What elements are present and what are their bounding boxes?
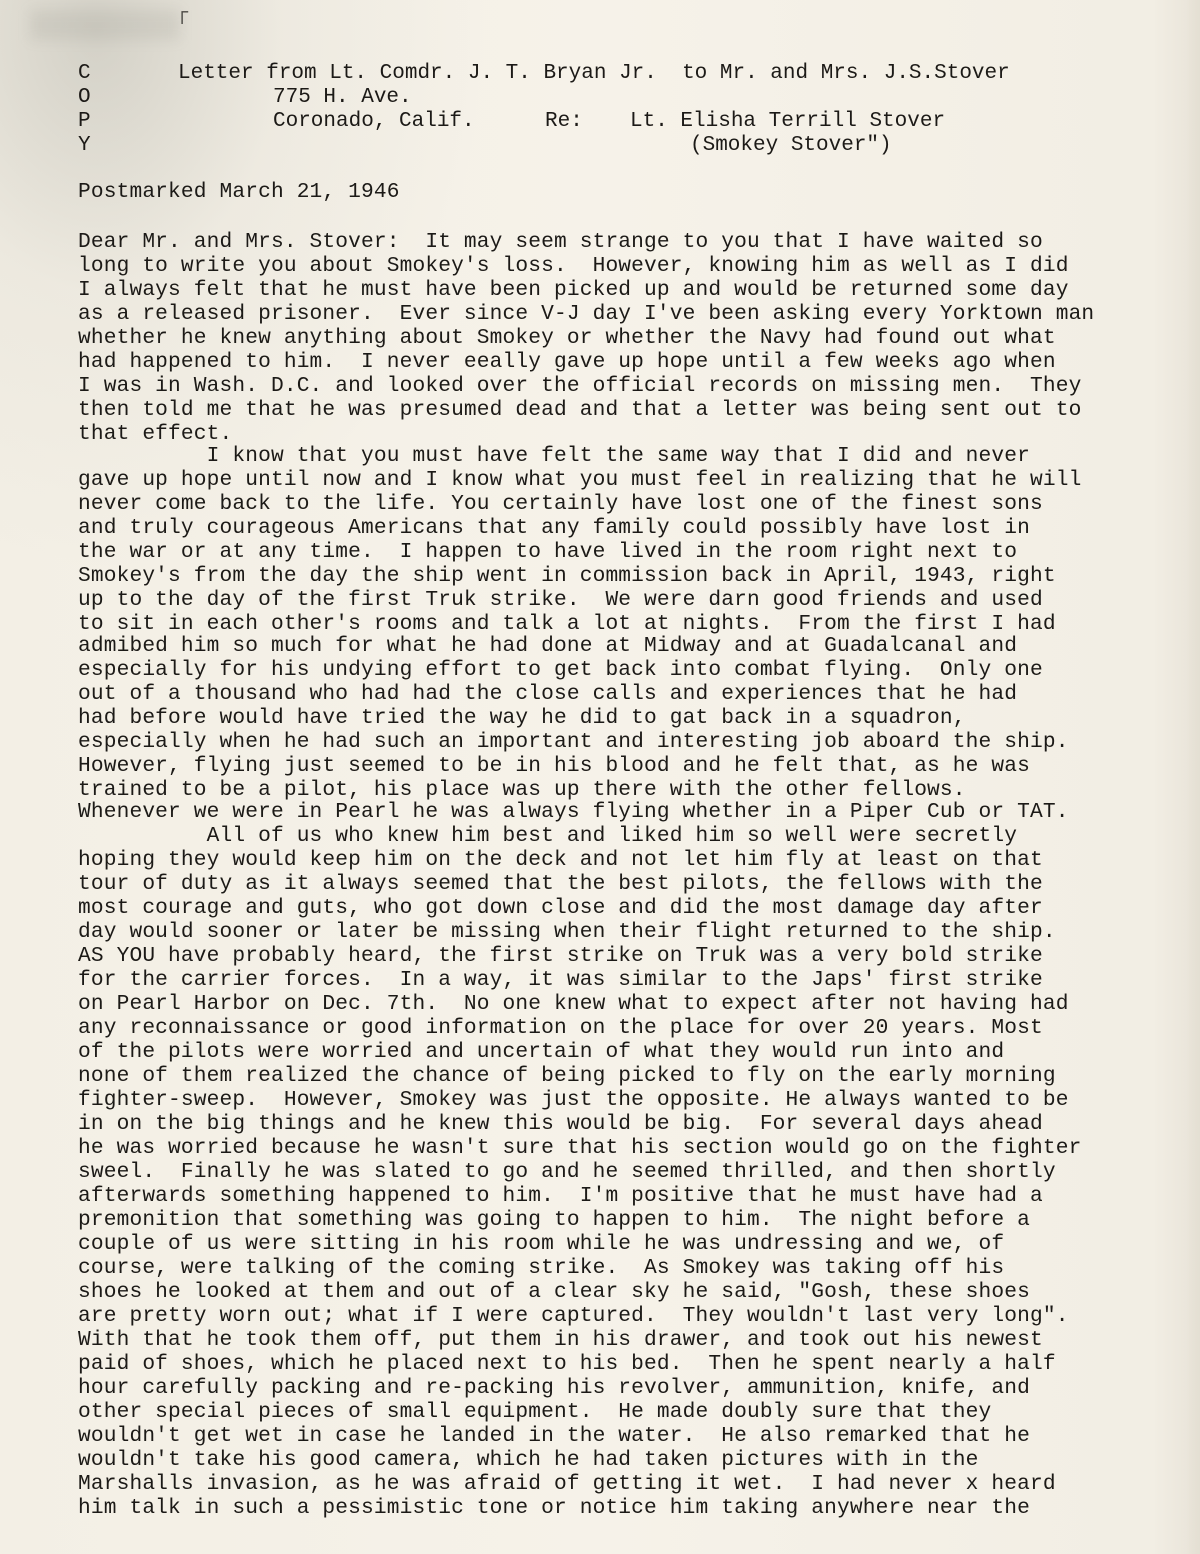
body-line: sweel. Finally he was slated to go and he seemed thrilled, and then shortly (78, 1160, 1056, 1184)
body-line: are pretty worn out; what if I were captured. They wouldn't last very long". (78, 1304, 1069, 1328)
body-line: other special pieces of small equipment. He made doubly sure that they (78, 1400, 992, 1424)
body-line: to sit in each other's rooms and talk a lot at nights. From the first I had (78, 612, 1056, 636)
re-subject-name: Lt. Elisha Terrill Stover (630, 110, 946, 133)
body-line: shoes he looked at them and out of a clear sky he said, "Gosh, these shoes (78, 1280, 1030, 1304)
paper-smudge (30, 10, 180, 40)
paper-edge (1186, 0, 1200, 1554)
body-line: any reconnaissance or good information on the place for over 20 years. Most (78, 1016, 1043, 1040)
body-line: up to the day of the first Truk strike. We were darn good friends and used (78, 588, 1043, 612)
body-line: wouldn't get wet in case he landed in the water. He also remarked that he (78, 1424, 1030, 1448)
body-line: trained to be a pilot, his place was up there with the other fellows. (78, 778, 966, 802)
body-line: he was worried because he wasn't sure that his section would go on the fighter (78, 1136, 1082, 1160)
body-line: I know that you must have felt the same way that I did and never (78, 444, 1030, 468)
body-line: Dear Mr. and Mrs. Stover: It may seem strange to you that I have waited so (78, 230, 1043, 254)
body-line: and truly courageous Americans that any family could possibly have lost in (78, 516, 1030, 540)
re-label: Re: (545, 110, 583, 133)
body-line: Smokey's from the day the ship went in commission back in April, 1943, right (78, 564, 1056, 588)
body-line: tour of duty as it always seemed that the best pilots, the fellows with the (78, 872, 1043, 896)
body-line: long to write you about Smokey's loss. However, knowing him as well as I did (78, 254, 1069, 278)
re-subject-nickname: (Smokey Stover") (690, 134, 892, 157)
body-line: fighter-sweep. However, Smokey was just the opposite. He always wanted to be (78, 1088, 1069, 1112)
body-line: for the carrier forces. In a way, it was similar to the Japs' first strike (78, 968, 1043, 992)
copy-stamp-c: C (78, 62, 91, 85)
body-line: especially when he had such an important and interesting job aboard the ship. (78, 730, 1069, 754)
body-line: admibed him so much for what he had done at Midway and at Guadalcanal and (78, 634, 1018, 658)
body-line: had happened to him. I never eeally gave up hope until a few weeks ago when (78, 350, 1056, 374)
body-line: him talk in such a pessimistic tone or notice him taking anywhere near the (78, 1496, 1030, 1520)
body-line: most courage and guts, who got down close and did the most damage day after (78, 896, 1043, 920)
body-line: AS YOU have probably heard, the first strike on Truk was a very bold strike (78, 944, 1043, 968)
body-line: However, flying just seemed to be in his blood and he felt that, as he was (78, 754, 1030, 778)
body-line: All of us who knew him best and liked him so well were secretly (78, 824, 1018, 848)
body-line: premonition that something was going to happen to him. The night before a (78, 1208, 1030, 1232)
body-line: whether he knew anything about Smokey or whether the Navy had found out what (78, 326, 1056, 350)
body-line: especially for his undying effort to get back into combat flying. Only one (78, 658, 1043, 682)
sender-address-city: Coronado, Calif. (273, 110, 475, 133)
postmark-date: Postmarked March 21, 1946 (78, 180, 400, 204)
body-line: of the pilots were worried and uncertain of what they would run into and (78, 1040, 1005, 1064)
body-line: the war or at any time. I happen to have lived in the room right next to (78, 540, 1018, 564)
body-line: afterwards something happened to him. I'm positive that he must have had a (78, 1184, 1043, 1208)
body-line: Marshalls invasion, as he was afraid of getting it wet. I had never x heard (78, 1472, 1056, 1496)
body-line: day would sooner or later be missing when their flight returned to the ship. (78, 920, 1056, 944)
body-line: hoping they would keep him on the deck and not let him fly at least on that (78, 848, 1043, 872)
sender-address-street: 775 H. Ave. (273, 86, 412, 109)
body-line: in on the big things and he knew this would be big. For several days ahead (78, 1112, 1043, 1136)
body-line: on Pearl Harbor on Dec. 7th. No one knew what to expect after not having had (78, 992, 1069, 1016)
body-line: couple of us were sitting in his room while he was undressing and we, of (78, 1232, 1005, 1256)
body-line: none of them realized the chance of being picked to fly on the early morning (78, 1064, 1056, 1088)
copy-stamp-o: O (78, 86, 91, 109)
copy-stamp-p: P (78, 110, 91, 133)
body-line: gave up hope until now and I know what you must feel in realizing that he will (78, 468, 1082, 492)
body-line: then told me that he was presumed dead and that a letter was being sent out to (78, 398, 1082, 422)
body-line: I always felt that he must have been picked up and would be returned some day (78, 278, 1069, 302)
body-line: With that he took them off, put them in his drawer, and took out his newest (78, 1328, 1043, 1352)
body-line: paid of shoes, which he placed next to his bed. Then he spent nearly a half (78, 1352, 1056, 1376)
body-line: as a released prisoner. Ever since V-J day I've been asking every Yorktown man (78, 302, 1095, 326)
body-line: that effect. (78, 422, 233, 446)
letter-heading: Letter from Lt. Comdr. J. T. Bryan Jr. to Mr. and Mrs. J.S.Stover (178, 62, 1010, 85)
body-line: hour carefully packing and re-packing his revolver, ammunition, knife, and (78, 1376, 1030, 1400)
body-line: Whenever we were in Pearl he was always flying whether in a Piper Cub or TAT. (78, 800, 1069, 824)
copy-stamp-y: Y (78, 134, 91, 157)
body-line: wouldn't take his good camera, which he had taken pictures with in the (78, 1448, 979, 1472)
body-line: had before would have tried the way he did to gat back in a squadron, (78, 706, 966, 730)
body-line: never come back to the life. You certainly have lost one of the finest sons (78, 492, 1043, 516)
pencil-mark: ┌ (176, 2, 189, 25)
body-line: course, were talking of the coming strike. As Smokey was taking off his (78, 1256, 1005, 1280)
body-line: out of a thousand who had had the close calls and experiences that he had (78, 682, 1018, 706)
body-line: I was in Wash. D.C. and looked over the official records on missing men. They (78, 374, 1082, 398)
